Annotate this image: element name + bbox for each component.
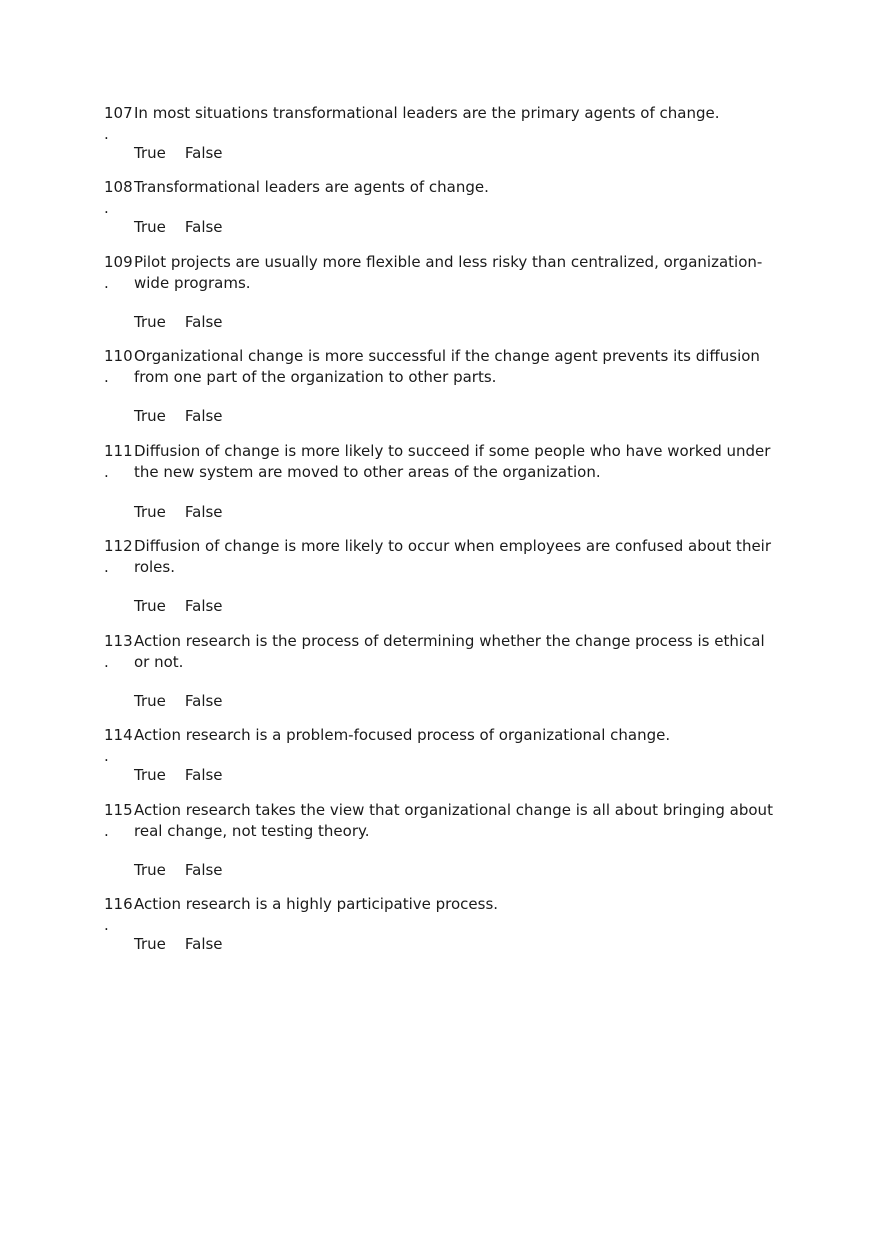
question-number bbox=[104, 800, 134, 841]
question-number-dot: . bbox=[104, 462, 109, 481]
question-text: Action research is the process of determining whether the change process is ethical or not. bbox=[134, 632, 765, 671]
question-number-dot: . bbox=[104, 124, 109, 143]
question-number bbox=[104, 536, 134, 577]
option-true[interactable]: True bbox=[134, 407, 166, 425]
question-number-dot: . bbox=[104, 273, 109, 292]
question-number-value: 114 bbox=[104, 726, 133, 744]
question-text: Action research is a problem-focused process of organizational change. bbox=[134, 726, 671, 744]
question-number bbox=[104, 725, 134, 766]
question-number bbox=[104, 631, 134, 672]
question-number-value: 113 bbox=[104, 632, 133, 650]
answer-options bbox=[134, 934, 223, 954]
question-number bbox=[104, 441, 134, 482]
question-116 bbox=[104, 894, 784, 953]
question-114 bbox=[104, 725, 784, 784]
option-false[interactable]: False bbox=[184, 861, 223, 879]
option-false[interactable]: False bbox=[184, 766, 223, 784]
question-text: Action research is a highly participative process. bbox=[134, 895, 499, 913]
question-text: Diffusion of change is more likely to succeed if some people who have worked under the new system are moved to other areas of the organization. bbox=[134, 442, 771, 481]
answer-options bbox=[134, 860, 223, 880]
answer-options bbox=[134, 596, 223, 616]
option-true[interactable]: True bbox=[134, 597, 166, 615]
question-110 bbox=[104, 346, 784, 425]
question-number-dot: . bbox=[104, 821, 109, 840]
question-number-value: 115 bbox=[104, 801, 133, 819]
question-111 bbox=[104, 441, 784, 521]
question-113 bbox=[104, 631, 784, 710]
question-number-value: 112 bbox=[104, 537, 133, 555]
question-112 bbox=[104, 536, 784, 615]
question-number-dot: . bbox=[104, 652, 109, 671]
question-number-value: 107 bbox=[104, 104, 133, 122]
question-number bbox=[104, 894, 134, 935]
question-number-value: 108 bbox=[104, 178, 133, 196]
question-text: Pilot projects are usually more flexible and less risky than centralized, organization- wide programs. bbox=[134, 253, 763, 292]
question-number bbox=[104, 346, 134, 387]
option-true[interactable]: True bbox=[134, 861, 166, 879]
question-number-dot: . bbox=[104, 557, 109, 576]
answer-options bbox=[134, 691, 223, 711]
answer-options bbox=[134, 217, 223, 237]
option-false[interactable]: False bbox=[184, 503, 223, 521]
question-number-dot: . bbox=[104, 746, 109, 765]
option-false[interactable]: False bbox=[184, 935, 223, 953]
option-false[interactable]: False bbox=[184, 597, 223, 615]
option-false[interactable]: False bbox=[184, 407, 223, 425]
answer-options bbox=[134, 502, 223, 522]
question-115 bbox=[104, 800, 784, 879]
option-true[interactable]: True bbox=[134, 144, 166, 162]
question-number-value: 109 bbox=[104, 253, 133, 271]
answer-options bbox=[134, 312, 223, 332]
question-text: Organizational change is more successful if the change agent prevents its diffusion from one part of the organization to other parts. bbox=[134, 347, 760, 386]
question-text: Transformational leaders are agents of change. bbox=[134, 178, 489, 196]
question-number bbox=[104, 252, 134, 293]
option-true[interactable]: True bbox=[134, 503, 166, 521]
option-true[interactable]: True bbox=[134, 692, 166, 710]
option-true[interactable]: True bbox=[134, 313, 166, 331]
question-number-dot: . bbox=[104, 198, 109, 217]
question-text: Action research takes the view that organizational change is all about bringing about real change, not testing theory. bbox=[134, 801, 773, 840]
option-false[interactable]: False bbox=[184, 218, 223, 236]
question-number-dot: . bbox=[104, 367, 109, 386]
option-false[interactable]: False bbox=[184, 313, 223, 331]
answer-options bbox=[134, 406, 223, 426]
question-text: In most situations transformational leaders are the primary agents of change. bbox=[134, 104, 720, 122]
option-true[interactable]: True bbox=[134, 766, 166, 784]
answer-options bbox=[134, 143, 223, 163]
question-number bbox=[104, 177, 134, 218]
question-number-dot: . bbox=[104, 915, 109, 934]
question-number-value: 116 bbox=[104, 895, 133, 913]
option-false[interactable]: False bbox=[184, 692, 223, 710]
question-number-value: 111 bbox=[104, 442, 133, 460]
question-107 bbox=[104, 103, 784, 162]
question-text: Diffusion of change is more likely to occur when employees are confused about their roles. bbox=[134, 537, 772, 576]
question-number-value: 110 bbox=[104, 347, 133, 365]
answer-options bbox=[134, 765, 223, 785]
question-number bbox=[104, 103, 134, 144]
question-108 bbox=[104, 177, 784, 236]
option-true[interactable]: True bbox=[134, 935, 166, 953]
question-109 bbox=[104, 252, 784, 331]
option-false[interactable]: False bbox=[184, 144, 223, 162]
option-true[interactable]: True bbox=[134, 218, 166, 236]
